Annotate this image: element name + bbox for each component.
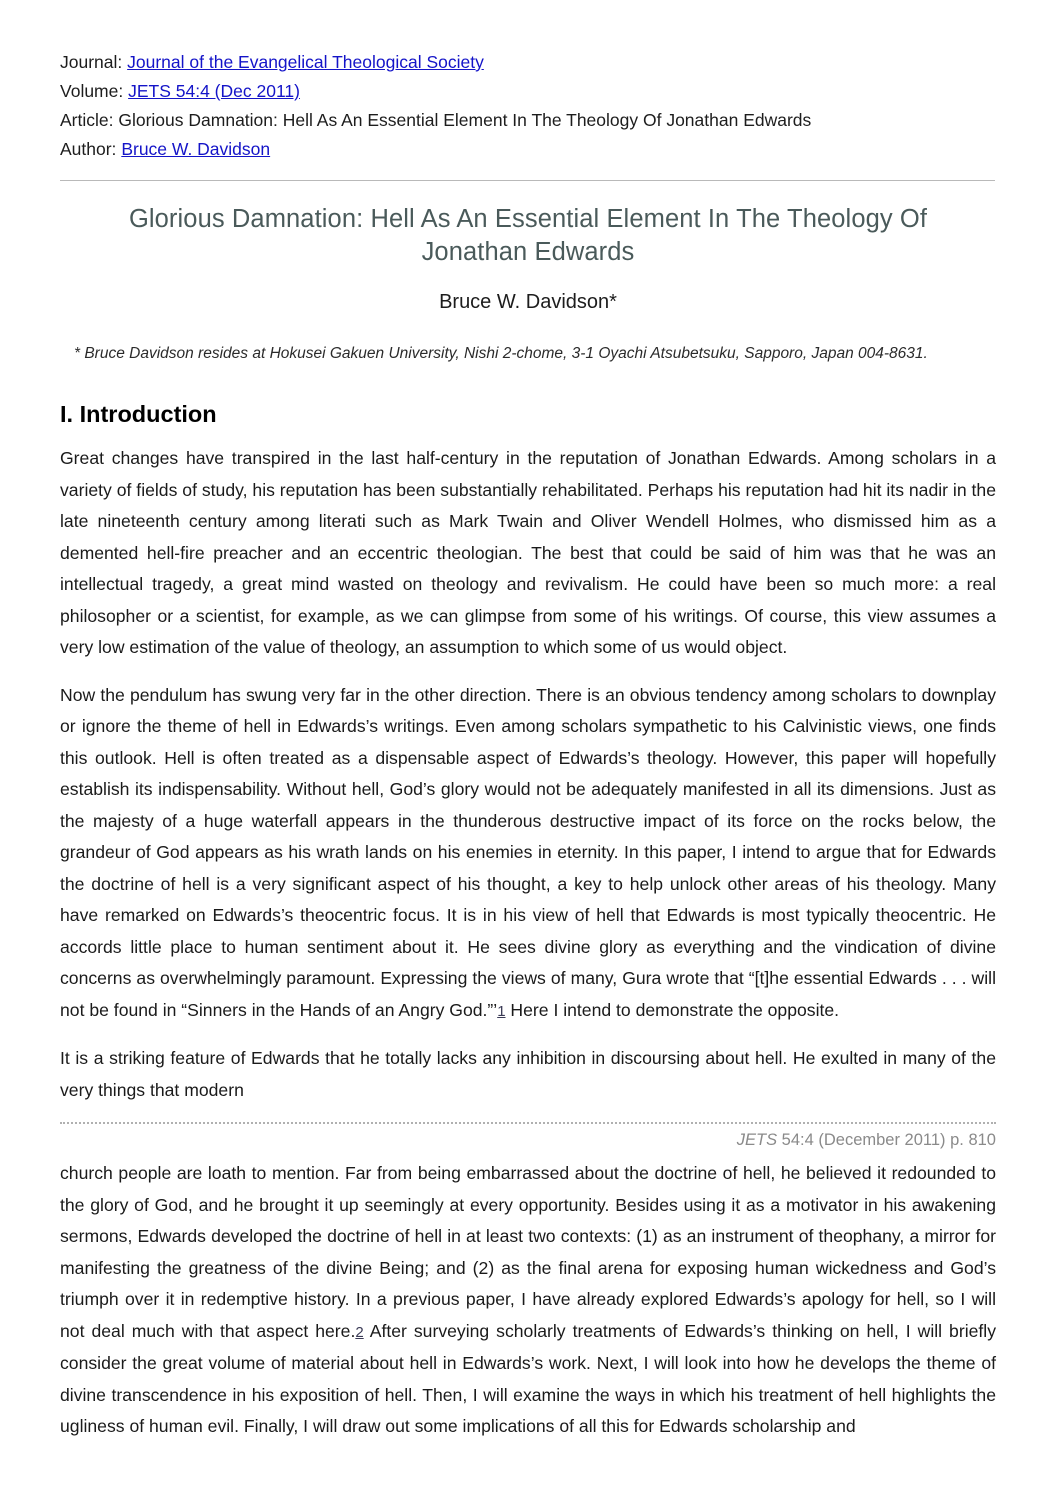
article-title-value: Glorious Damnation: Hell As An Essential Element In The Theology Of Jonathan Edwards [118,110,812,130]
footnote-ref-1[interactable]: 1 [497,1002,506,1020]
paragraph-3: It is a striking feature of Edwards that he totally lacks any inhibition in discoursing about hell. He exulted in many of the very things that modern [60,1048,996,1100]
byline: Bruce W. Davidson* [439,291,617,313]
paragraph-2-text-after-footnote: Here I intend to demonstrate the opposite. [505,999,840,1020]
paragraph-4-text-after-footnote: After surveying scholarly treatments of Edwards’s thinking on hell, I will briefly consider the great volume of material about hell in Edwards’s work. Next, I will look into how he develops the theme of divine transcendence in his exposition of hell. Then, I will examine the ways in which his treatment of hell highlights the ugliness of human evil. Finally, I will draw out some implications of all this for Edwards scholarship and [60,1320,996,1436]
author-affiliation-note: * Bruce Davidson resides at Hokusei Gakuen University, Nishi 2-chome, 3-1 Oyachi Atsubetsuku, Sapporo, Japan 004-8631. [74,345,928,362]
footnote-ref-2[interactable]: 2 [355,1323,364,1341]
paragraph-4-text-before-footnote: church people are loath to mention. Far from being embarrassed about the doctrine of hell, he believed it redounded to the glory of God, and he brought it up seemingly at every opportunity. Besides using it as a motivator in his awakening sermons, Edwards developed the doctrine of hell in at least two contexts: (1) as an instrument of theophany, a mirror for manifesting the greatness of the divine Being; and (2) as the final arena for exposing human wickedness and God’s triumph over it in redemptive history. In a previous paper, I have already explored Edwards’s apology for hell, so I will not deal much with that aspect here. [60,1163,996,1341]
volume-label: Volume: [60,81,124,101]
article-metadata [60,48,996,164]
section-heading-introduction: I. Introduction [60,401,217,427]
page-reference-detail: 54:4 (December 2011) p. 810 [777,1131,996,1149]
article-label: Article: [60,110,114,130]
metadata-row-author [60,135,996,164]
journal-abbreviation: JETS [736,1131,778,1149]
page-break-marker [60,1122,996,1154]
page-break-divider [60,1122,996,1124]
volume-link[interactable]: JETS 54:4 (Dec 2011) [128,81,300,101]
title-block [60,203,996,317]
paragraph-2-text-before-footnote: Now the pendulum has swung very far in the other direction. There is an obvious tendency among scholars to downplay or ignore the theme of hell in Edwards’s writings. Even among scholars sympathetic to his Calvinistic views, one finds this outlook. Hell is often treated as a dispensable aspect of Edwards’s theology. However, this paper will hopefully establish its indispensability. Without hell, God’s glory would not be adequately manifested in all its dimensions. Just as the majesty of a huge waterfall appears in the thunderous destructive impact of its force on the rocks below, the grandeur of God appears as his wrath lands on his enemies in eternity. In this paper, I intend to argue that for Edwards the doctrine of hell is a very significant aspect of his thought, a key to help unlock other areas of his theology. Many have remarked on Edwards’s theocentric focus. It is in his view of hell that Edwards is most typically theocentric. He accords little place to human sentiment about it. He sees divine glory as everything and the vindication of divine concerns as overwhelmingly paramount. Expressing the views of many, Gura wrote that “[t]he essential Edwards . . . will not be found in “Sinners in the Hands of an Angry God.”’ [60,684,996,1020]
page-reference [60,1126,996,1154]
page-title: Glorious Damnation: Hell As An Essential Element In The Theology Of Jonathan Edwards [128,205,928,266]
header-divider [60,180,995,181]
metadata-row-article [60,106,996,135]
paragraph-2 [60,680,996,1028]
journal-label: Journal: [60,52,123,72]
author-link[interactable]: Bruce W. Davidson [121,139,271,159]
paragraph-4 [60,1158,996,1443]
metadata-row-volume [60,77,996,106]
journal-link[interactable]: Journal of the Evangelical Theological Society [127,52,484,72]
author-label: Author: [60,139,117,159]
metadata-row-journal [60,48,996,77]
paragraph-1: Great changes have transpired in the last half-century in the reputation of Jonathan Edwards. Among scholars in a variety of fields of study, his reputation has been substantially rehabilitated. Perhaps his reputation had hit its nadir in the late nineteenth century among literati such as Mark Twain and Oliver Wendell Holmes, who dismissed him as a demented hell-fire preacher and an eccentric theologian. The best that could be said of him was that he was an intellectual tragedy, a great mind wasted on theology and revivalism. He could have been so much more: a real philosopher or a scientist, for example, as we can glimpse from some of his writings. Of course, this view assumes a very low estimation of the value of theology, an assumption to which some of us would object. [60,448,996,657]
